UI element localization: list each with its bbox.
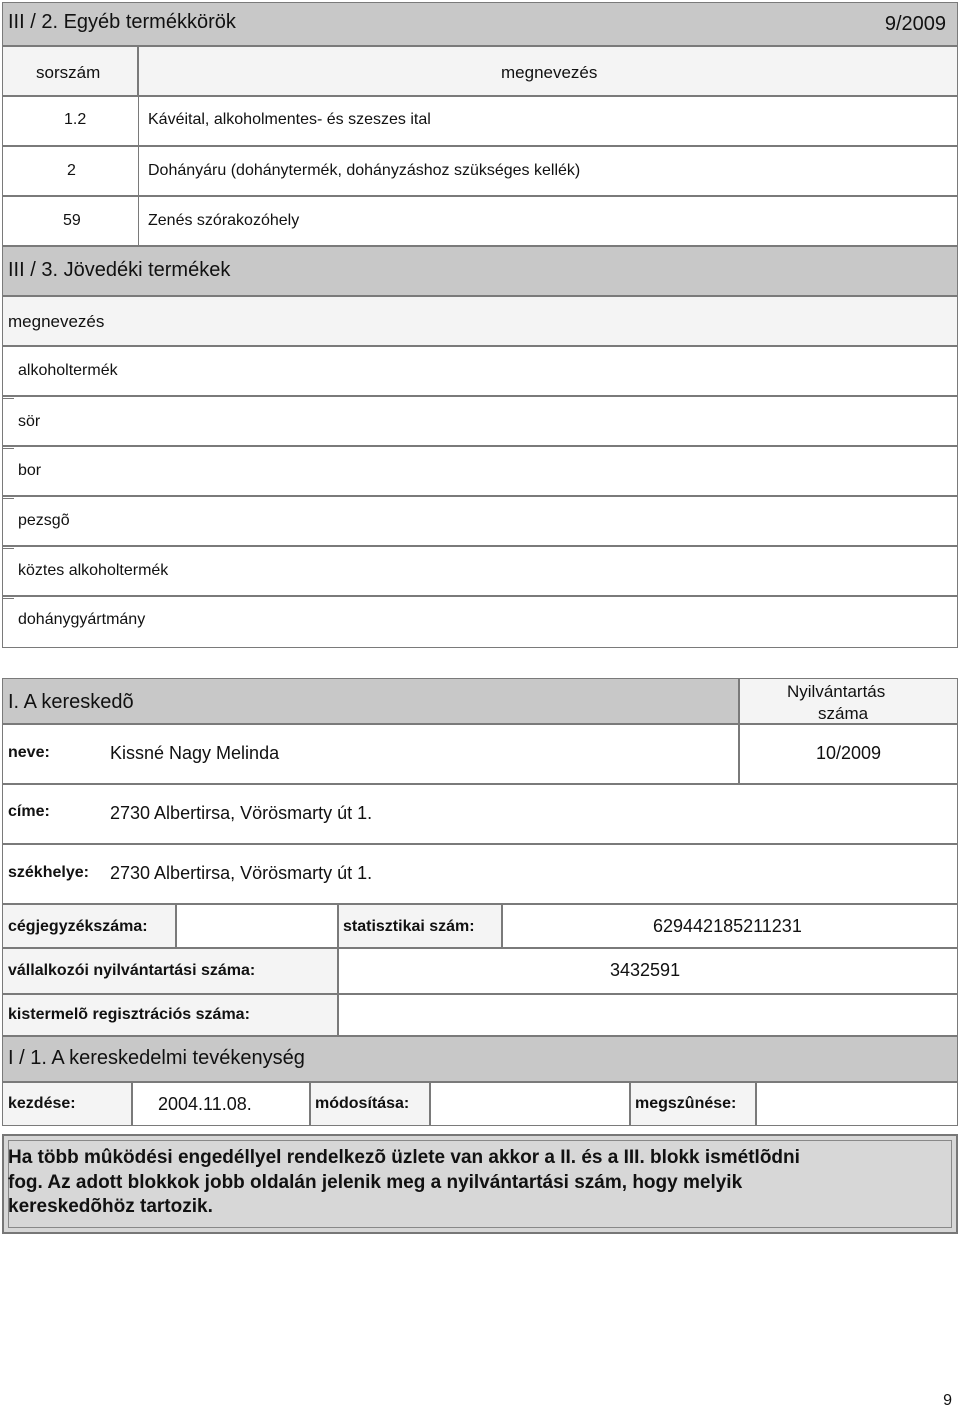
row-marker xyxy=(2,448,14,449)
row-number: 59 xyxy=(63,212,81,229)
row-name: Kávéital, alkoholmentes- és szeszes ital xyxy=(148,111,431,128)
stat-value: 629442185211231 xyxy=(653,916,802,936)
col-megnevezes-label: megnevezés xyxy=(8,312,105,331)
list-item xyxy=(2,446,958,496)
stat-label: statisztikai szám: xyxy=(343,918,475,935)
row-number: 2 xyxy=(67,162,76,179)
seat-value: 2730 Albertirsa, Vörösmarty út 1. xyxy=(110,863,373,883)
start-value: 2004.11.08. xyxy=(158,1094,252,1114)
table-row xyxy=(2,96,958,146)
product-name: dohánygyártmány xyxy=(18,611,146,628)
list-item xyxy=(2,596,958,648)
start-label: kezdése: xyxy=(8,1095,76,1112)
col-sorszam-label: sorszám xyxy=(36,63,101,82)
row-marker xyxy=(2,398,14,399)
page-number: 9 xyxy=(943,1392,952,1409)
name-label: neve: xyxy=(8,744,50,761)
product-name: sör xyxy=(18,413,41,430)
section-I-title: I. A kereskedõ xyxy=(8,691,134,713)
company-reg-value-cell xyxy=(176,904,338,948)
modify-label: módosítása: xyxy=(315,1095,410,1112)
row-name: Zenés szórakozóhely xyxy=(148,212,300,229)
row-separator xyxy=(138,96,139,246)
product-name: köztes alkoholtermék xyxy=(18,562,169,579)
col-megnevezes-label: megnevezés xyxy=(501,63,598,82)
row-name: Dohányáru (dohánytermék, dohányzáshoz szükséges kellék) xyxy=(148,162,581,179)
modify-value-cell xyxy=(430,1082,630,1126)
row-marker xyxy=(2,548,14,549)
product-name: pezsgõ xyxy=(18,512,70,529)
table-row xyxy=(2,196,958,246)
section-III3-title: III / 3. Jövedéki termékek xyxy=(8,259,231,281)
product-name: bor xyxy=(18,462,42,479)
form-date: 9/2009 xyxy=(884,13,946,35)
note-line: Ha több mûködési engedéllyel rendelkezõ üzlete van akkor a II. és a III. blokk ismétlõdni xyxy=(8,1147,800,1168)
list-item xyxy=(2,496,958,546)
company-reg-label: cégjegyzékszáma: xyxy=(8,918,148,935)
entrepreneur-value: 3432591 xyxy=(610,960,681,980)
farmer-label: kistermelõ regisztrációs száma: xyxy=(8,1006,250,1023)
registration-value: 10/2009 xyxy=(816,743,882,763)
list-item xyxy=(2,396,958,446)
list-item xyxy=(2,346,958,396)
section-I1-title: I / 1. A kereskedelmi tevékenység xyxy=(8,1047,305,1069)
address-label: címe: xyxy=(8,803,50,820)
end-label: megszûnése: xyxy=(635,1095,737,1112)
seat-label: székhelye: xyxy=(8,864,89,881)
note-line: fog. Az adott blokkok jobb oldalán jelenik meg a nyilvántartási szám, hogy melyik xyxy=(8,1172,743,1193)
product-name: alkoholtermék xyxy=(18,362,118,379)
row-number: 1.2 xyxy=(64,111,87,128)
section-III2-title: III / 2. Egyéb termékkörök xyxy=(8,11,236,33)
registration-label: Nyilvántartás xyxy=(787,682,886,701)
address-value: 2730 Albertirsa, Vörösmarty út 1. xyxy=(110,803,373,823)
note-line: kereskedõhöz tartozik. xyxy=(8,1196,213,1217)
registration-label: száma xyxy=(818,704,869,723)
end-value-cell xyxy=(756,1082,958,1126)
col-header-megnevezes xyxy=(2,296,958,346)
name-value: Kissné Nagy Melinda xyxy=(110,743,280,763)
row-marker xyxy=(2,498,14,499)
farmer-value-cell xyxy=(338,994,958,1036)
row-marker xyxy=(2,598,14,599)
entrepreneur-label: vállalkozói nyilvántartási száma: xyxy=(8,962,256,979)
